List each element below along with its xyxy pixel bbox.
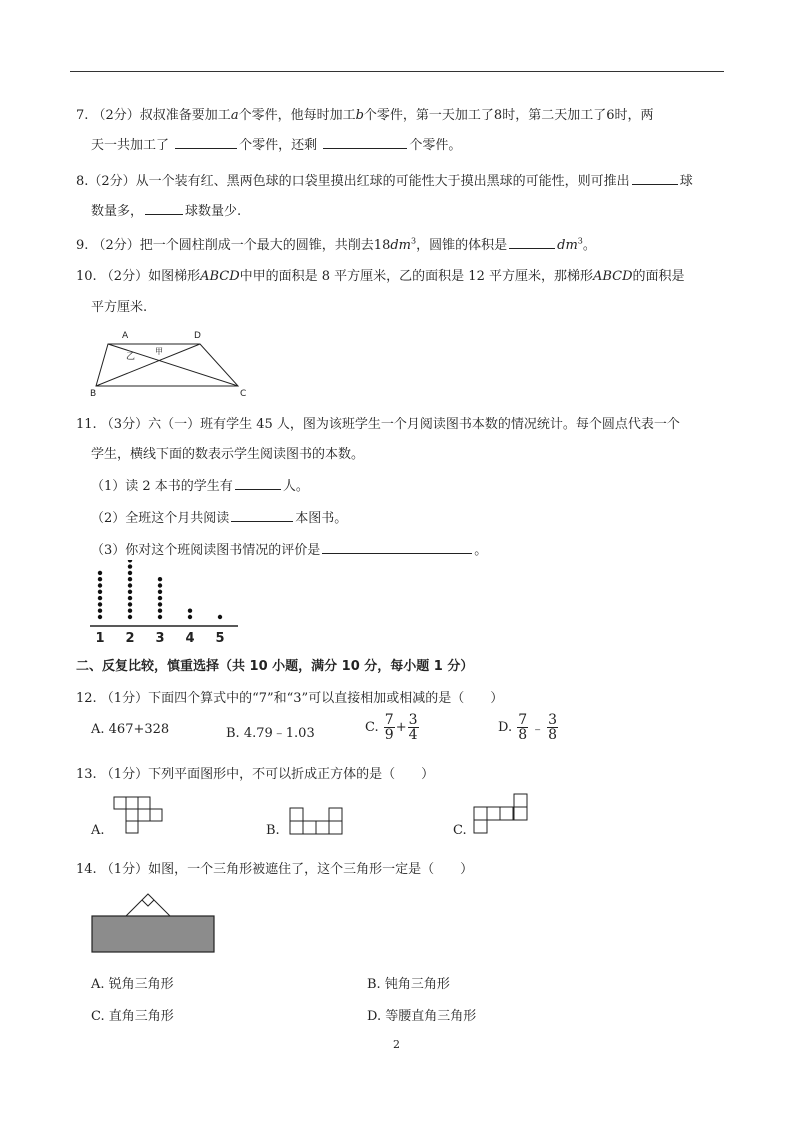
dot-2-2 [128, 609, 132, 613]
q10-line2: 平方厘米. [91, 300, 148, 315]
dot-1-8 [98, 571, 102, 575]
q8-line2: 数量多， 球数量少. [91, 204, 242, 219]
q8-blank2[interactable] [145, 202, 183, 215]
q14-option-a[interactable]: A. 锐角三角形 [91, 977, 174, 992]
label-d: D [194, 331, 201, 341]
q14-option-b[interactable]: B. 钝角三角形 [367, 977, 450, 992]
dot-3-5 [158, 590, 162, 594]
q7-blank2[interactable] [323, 136, 407, 149]
q14-stem: 14. （1分）如图，一个三角形被遮住了，这个三角形一定是（ ） [76, 862, 474, 877]
q11-blank1[interactable] [235, 477, 281, 490]
dot-plot-chart [86, 560, 246, 646]
dot-1-3 [98, 602, 102, 606]
q8-blank1[interactable] [632, 172, 678, 185]
q14-option-c[interactable]: C. 直角三角形 [91, 1009, 174, 1024]
q12-option-b[interactable]: B. 4.79﹣1.03 [226, 726, 315, 741]
net-b-figure [288, 806, 344, 836]
q7-line2: 天一共加工了 个零件，还剩 个零件。 [91, 138, 462, 153]
dot-4-2 [188, 609, 192, 613]
q13-option-c[interactable]: C. [453, 823, 467, 838]
dot-1-4 [98, 596, 102, 600]
cover-box [92, 916, 214, 952]
q14-option-d[interactable]: D. 等腰直角三角形 [367, 1009, 477, 1024]
q9-line: 9. （2分）把一个圆柱削成一个最大的圆锥，共削去$18dm^3$，圆锥的体积是 $dm^3$。 [76, 236, 596, 253]
label-c: C [240, 389, 247, 398]
q7-blank1[interactable] [175, 136, 237, 149]
q12-option-a[interactable]: A. 467+328 [91, 722, 170, 737]
dot-2-8 [128, 571, 132, 575]
q11-blank3[interactable] [322, 541, 472, 554]
tick-label-3: 3 [155, 631, 165, 646]
tick-label-4: 4 [185, 631, 195, 646]
tick-label-1: 1 [95, 631, 105, 646]
net-a-figure [112, 795, 168, 835]
dot-1-1 [98, 615, 102, 619]
dot-2-9 [128, 564, 132, 568]
dot-1-2 [98, 609, 102, 613]
dot-3-3 [158, 602, 162, 606]
net-c-figure [472, 792, 530, 836]
dot-5-1 [218, 615, 222, 619]
q7-line1: 7. （2分）叔叔准备要加工a个零件，他每时加工b个零件，第一天加工了8时，第二天加工了6时，两 [76, 108, 654, 123]
dot-2-6 [128, 583, 132, 587]
dot-2-3 [128, 602, 132, 606]
dot-2-1 [128, 615, 132, 619]
dot-3-7 [158, 577, 162, 581]
q10-line1: 10. （2分）如图梯形ABCD中甲的面积是 8 平方厘米，乙的面积是 12 平方厘米，那梯形ABCD的面积是 [76, 269, 685, 284]
tick-label-2: 2 [125, 631, 135, 646]
header-rule [70, 71, 724, 72]
dot-2-5 [128, 590, 132, 594]
q13-option-a[interactable]: A. [91, 823, 105, 838]
q12-option-c[interactable]: C. $\frac{7}{9}$ + $\frac{3}{4}$ [365, 712, 418, 743]
diagonal-bd [96, 344, 200, 386]
q11-sub2: （2）全班这个月共阅读 本图书。 [91, 511, 348, 526]
dot-2-7 [128, 577, 132, 581]
label-b: B [90, 389, 97, 398]
q13-stem: 13. （1分）下列平面图形中，不可以折成正方体的是（ ） [76, 767, 435, 782]
label-yi: 乙 [126, 352, 136, 362]
dot-3-2 [158, 609, 162, 613]
tick-label-5: 5 [215, 631, 225, 646]
q11-line2: 学生，横线下面的数表示学生阅读图书的本数。 [91, 447, 365, 462]
q8-line1: 8.（2分）从一个装有红、黑两色球的口袋里摸出红球的可能性大于摸出黑球的可能性，则可推出 球 [76, 174, 693, 189]
label-jia: 甲 [155, 347, 163, 356]
trapezoid-figure [88, 326, 258, 398]
q9-blank[interactable] [509, 236, 555, 249]
covered-triangle-figure [90, 888, 218, 956]
trapezoid-abcd [96, 344, 238, 386]
page-number: 2 [393, 1038, 400, 1051]
dot-3-1 [158, 615, 162, 619]
dot-4-1 [188, 615, 192, 619]
dot-1-6 [98, 583, 102, 587]
q12-option-d[interactable]: D. $\frac{7}{8}$ ﹣ $\frac{3}{8}$ [498, 712, 558, 743]
q11-sub3: （3）你对这个班阅读图书情况的评价是 。 [91, 543, 488, 558]
dot-1-7 [98, 577, 102, 581]
dot-2-4 [128, 596, 132, 600]
dot-2-10 [128, 560, 132, 563]
dot-3-6 [158, 583, 162, 587]
q12-stem: 12. （1分）下面四个算式中的“7”和“3”可以直接相加或相减的是（ ） [76, 691, 504, 706]
q13-option-b[interactable]: B. [266, 823, 280, 838]
dot-3-4 [158, 596, 162, 600]
q11-sub1: （1）读 2 本书的学生有 人。 [91, 479, 309, 494]
section2-title: 二、反复比较，慎重选择（共 10 小题，满分 10 分，每小题 1 分） [76, 659, 474, 674]
label-a: A [122, 331, 129, 341]
dot-1-5 [98, 590, 102, 594]
q11-blank2[interactable] [231, 509, 293, 522]
q11-line1: 11. （3分）六（一）班有学生 45 人，图为该班学生一个月阅读图书本数的情况统计。每个圆点代表一个 [76, 417, 680, 432]
triangle-top [126, 894, 170, 916]
